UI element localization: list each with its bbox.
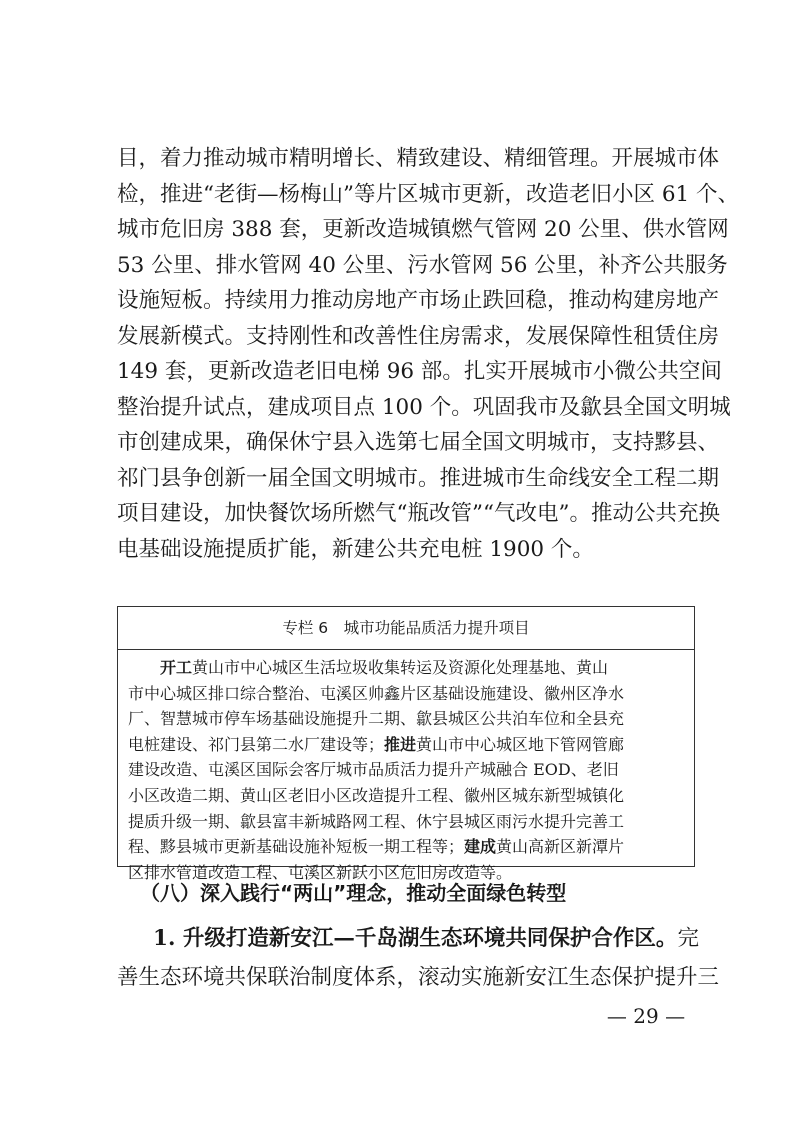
column-box — [117, 606, 695, 882]
text-line: 善生态环境共保联治制度体系，滚动实施新安江生态保护提升三 — [117, 965, 720, 990]
text-line: 149 套，更新改造老旧电梯 96 部。扎实开展城市小微公共空间 — [117, 359, 722, 384]
text-line: 项目建设，加快餐饮场所燃气“瓶改管”“气改电”。推动公共充换 — [117, 501, 720, 526]
text-line: 城市危旧房 388 套，更新改造城镇燃气管网 20 公里、供水管网 — [117, 217, 729, 242]
text-line: 电基础设施提质扩能，新建公共充电桩 1900 个。 — [117, 536, 594, 562]
subsection-paragraph — [117, 919, 720, 997]
text-line: 53 公里、排水管网 40 公里、污水管网 56 公里，补齐公共服务 — [117, 252, 728, 278]
label-complete: 建成 — [464, 837, 497, 857]
box-line-text: 黄山高新区新潭片 — [496, 837, 625, 857]
box-line-text: 黄山市中心城区地下管网管廊 — [416, 734, 625, 754]
box-line: 市中心城区排口综合整治、屯溪区帅鑫片区基础设施建设、徽州区净水 — [128, 683, 625, 703]
box-line: 区排水管道改造工程、屯溪区新跃小区危旧房改造等。 — [128, 862, 513, 882]
label-advance: 推进 — [384, 734, 417, 754]
subsection-title: 1. 升级打造新安江—千岛湖生态环境共同保护合作区。 — [153, 926, 678, 951]
box-line — [128, 834, 686, 860]
body-paragraph — [117, 141, 740, 567]
box-line — [128, 655, 686, 681]
text-line: 祁门县争创新一届全国文明城市。推进城市生命线安全工程二期 — [117, 465, 720, 491]
text-line: 检，推进“老街—杨梅山”等片区城市更新，改造老旧小区 61 个、 — [117, 181, 740, 207]
text-line: 发展新模式。支持刚性和改善性住房需求，发展保障性租赁住房 — [117, 323, 720, 349]
box-line: 小区改造二期、黄山区老旧小区改造提升工程、徽州区城东新型城镇化 — [128, 785, 625, 805]
column-box-title: 专栏 6 城市功能品质活力提升项目 — [118, 607, 694, 650]
label-start: 开工 — [160, 658, 193, 677]
section-heading: （八）深入践行“两山”理念，推动全面绿色转型 — [140, 881, 567, 905]
box-line: 建设改造、屯溪区国际会客厅城市品质活力提升产城融合 EOD、老旧 — [128, 760, 619, 780]
text-line: 市创建成果，确保休宁县入选第七届全国文明城市，支持黟县、 — [117, 430, 720, 455]
column-box-body — [118, 650, 694, 885]
box-line: 提质升级一期、歙县富丰新城路网工程、休宁县城区雨污水提升完善工 — [128, 811, 625, 831]
text-fragment: 完 — [677, 926, 699, 951]
box-line — [128, 732, 686, 758]
page-number: — 29 — — [606, 1004, 686, 1028]
box-line-text: 电桩建设、祁门县第二水厂建设等； — [128, 734, 385, 754]
text-line: 整治提升试点，建成项目点 100 个。巩固我市及歙县全国文明城 — [117, 394, 731, 420]
text-line — [117, 919, 697, 958]
box-line: 厂、智慧城市停车场基础设施提升二期、歙县城区公共泊车位和全县充 — [128, 709, 625, 729]
box-line-text: 程、黟县城市更新基础设施补短板一期工程等； — [128, 837, 465, 857]
text-line: 目，着力推动城市精明增长、精致建设、精细管理。开展城市体 — [117, 146, 720, 171]
text-line: 设施短板。持续用力推动房地产市场止跌回稳，推动构建房地产 — [117, 288, 720, 313]
box-line-text: 黄山市中心城区生活垃圾收集转运及资源化处理基地、黄山 — [192, 658, 609, 677]
